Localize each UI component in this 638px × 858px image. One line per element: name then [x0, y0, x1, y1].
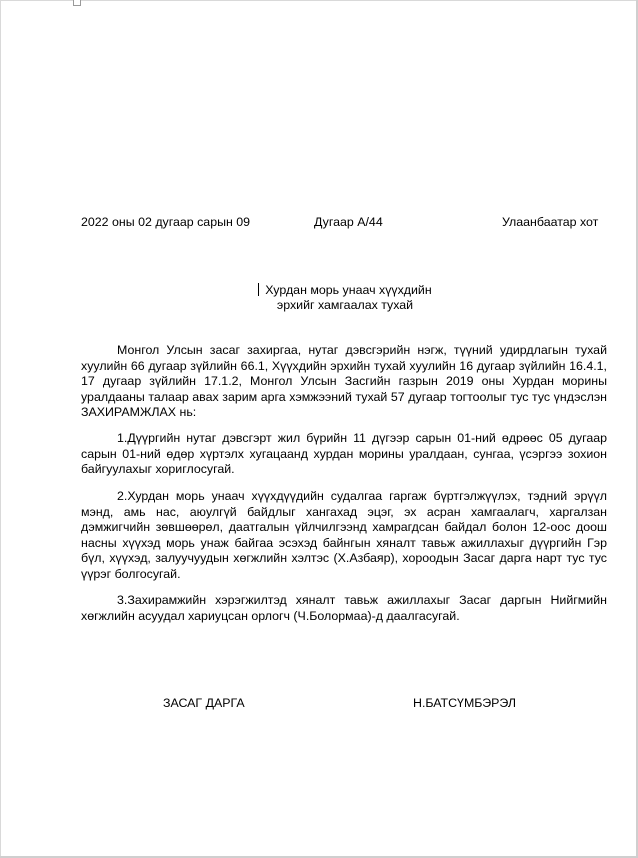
signatory-name: Н.БАТСҮМБЭРЭЛ	[413, 696, 517, 710]
document-date: 2022 оны 02 дугаар сарын 09	[81, 215, 251, 229]
order-clause-3: 3.Захирамжийн хэрэгжилтэд хяналт тавьж ажиллахыг Засаг даргын Нийгмийн хөгжлийн асуудал хариуцсан орлогч (Ч.Болормаа)-д даалгасугай.	[81, 593, 607, 623]
page-corner-marker	[73, 0, 81, 6]
document-place: Улаанбаатар хот	[502, 215, 599, 229]
preamble-paragraph: Монгол Улсын засаг захиргаа, нутаг дэвсгэрийн нэгж, түүний удирдлагын тухай хуулийн 66 дугаар зүйлийн 66.1, Хүүхдийн эрхийн тухай хуулийн 16 дугаар зүйлийн 16.4.1, 17 дугаар зүйлийн 17.1.2, Монгол Улсын Засгийн газрын 2019 оны Хурдан морины уралдааны талаар авах зарим арга хэмжээний тухай 57 дугаар тогтоолыг тус тус үндэслэн ЗАХИРАМЖЛАХ нь:	[81, 343, 607, 419]
subject-line-1: Хурдан морь унаач хүүхдийн	[265, 283, 432, 297]
page-frame-top	[0, 0, 638, 1]
subject-line-2: эрхийг хамгаалах тухай	[276, 298, 414, 312]
order-clause-1: 1.Дүүргийн нутаг дэвсгэрт жил бүрийн 11 дүгээр сарын 01-ний өдрөөс 05 дугаар сарын 01-ний өдөр хүртэлх хугацаанд хурдан морины уралдаан, сунгаа, үсэргээ зохион байгуулахыг хориглосугай.	[81, 431, 607, 476]
text-cursor	[258, 283, 259, 296]
page-frame-left	[0, 0, 1, 858]
document-number: Дугаар А/44	[314, 215, 383, 229]
order-clause-2: 2.Хурдан морь унаач хүүхдүүдийн судалгаа гаргаж бүртгэлжүүлэх, тэдний эрүүл мэнд, амь нас, аюулгүй байдлыг хангахад эцэг, эх асран хамгаалагч, харгалзан дэмжигчийн зөвшөөрөл, даатгалын үйлчилгээнд хамрагдсан байдал болон 12-оос доош насны хүүхэд морь унаж байгаа эсэхэд байнгын хяналт тавьж ажиллахыг дүүргийн Гэр бүл, хүүхэд, залуучуудын хөгжлийн хэлтэс (Х.Азбаяр), хороодын Засаг дарга нарт тус тус үүрэг болгосугай.	[81, 489, 607, 581]
document-subject	[200, 283, 490, 313]
signature-block	[0, 696, 638, 712]
signatory-title: ЗАСАГ ДАРГА	[163, 696, 245, 710]
document-header	[0, 215, 638, 231]
